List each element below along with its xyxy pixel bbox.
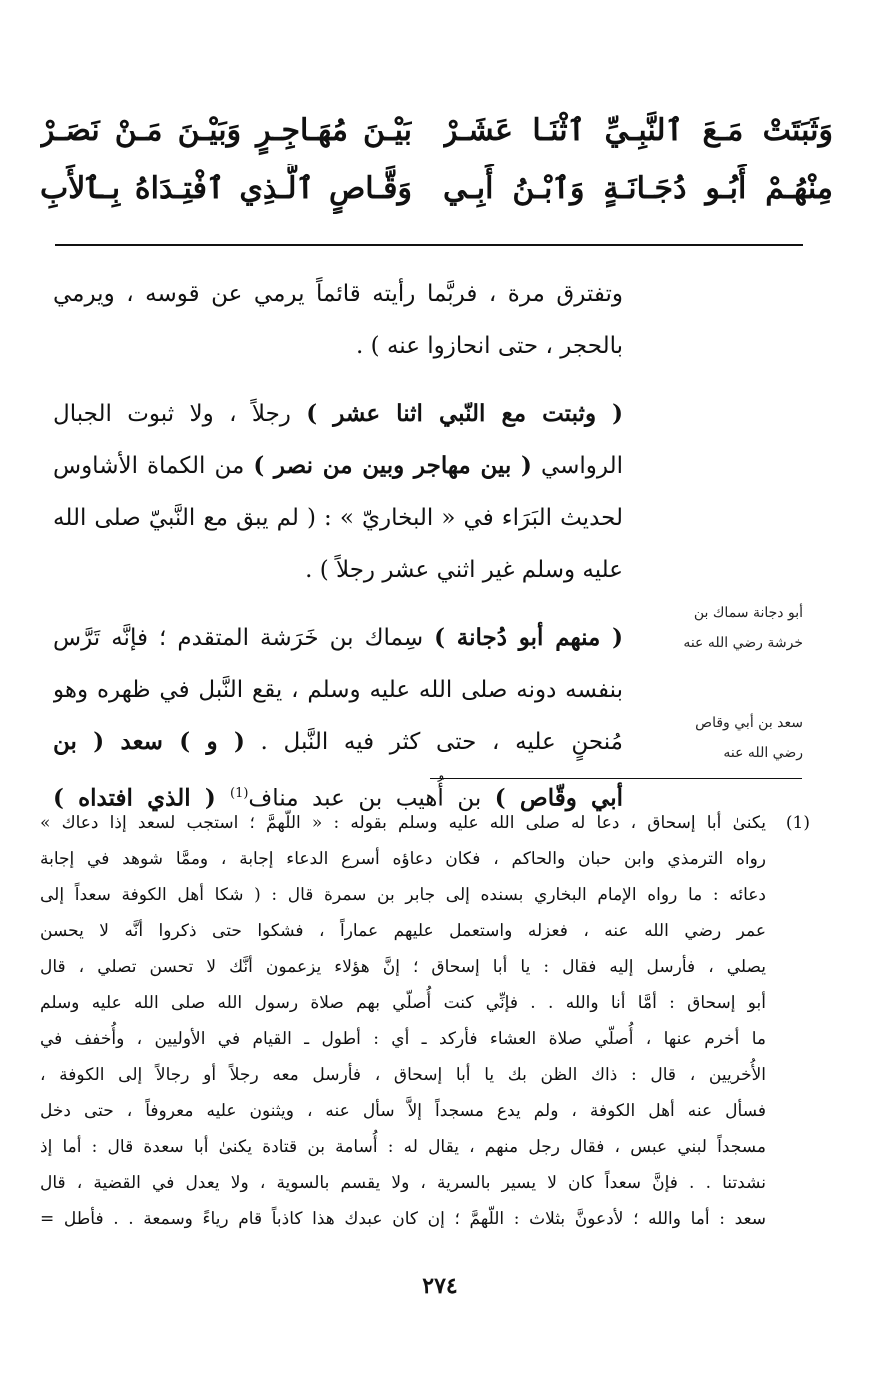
footnote-line: أبو إسحاق : أمَّا أنا والله . . فإنِّي كنت أُصلّي بهم صلاة رسول الله صلى الله عليه وسلم [40,993,766,1013]
commentary-line [53,612,623,664]
footnote-line: رواه الترمذي وابن حبان والحاكم ، فكان دعاؤه أسرع الدعاء إجابة ، وممَّا شوهد في إجابة [40,849,766,869]
commentary-text [53,268,623,820]
commentary-line: عليه وسلم غير اثني عشر رجلاً ) . [305,557,623,583]
page-number: ٢٧٤ [422,1273,458,1299]
commentary-text-run: من الكماة الأشاوس [53,453,254,479]
commentary-paragraph-2 [53,388,623,596]
footnote-line: يكنىٰ أبا إسحاق ، دعا له صلى الله عليه وسلم بقوله : « اللّهمَّ ؛ استجب لسعد إذا دعاك » [40,813,766,833]
commentary-paragraph-1 [53,268,623,372]
footnote-line: سعد : أما والله ؛ لأدعونَّ بثلاث : اللّهمَّ ؛ إن كان عبدك هذا كاذباً قام رياءً وسمعة . . فأطل = [40,1209,766,1229]
commentary-line [53,388,623,440]
footnote-line: الأُخريين ، قال : ذاك الظن بك يا أبا إسحاق ، فأرسل معه رجلاً أو رجالاً إلى الكوفة ، [40,1065,766,1085]
commentary-text-run: بن أُهيب بن عبد مناف [248,785,495,812]
footnote-line: عمر رضي الله عنه ، فعزله واستعمل عليهم عماراً ، فشكوا حتى ذكروا أنَّه لا يحسن [40,921,766,941]
verse-2 [40,164,833,220]
verse-1 [40,106,833,162]
commentary-paragraph-3 [53,612,623,820]
commentary-line [53,440,623,492]
footnote-line: نشدتنا . . فإنَّ سعداً كان لا يسير بالسرية ، ولا يقسم بالسوية ، ولا يعدل في القضية ، قال [40,1173,766,1193]
footnote-line: ما أخرم عنها ، أُصلّي صلاة العشاء فأركد ـ أي : أطول ـ القيام في الأوليين ، وأُخفف في [40,1029,766,1049]
footnote [40,805,810,1237]
margin-note-abu-dujana [643,598,803,658]
commentary-line: بالحجر ، حتى انحازوا عنه ) . [356,333,623,359]
margin-note-line: أبو دجانة سماك بن [693,605,803,621]
footnote-line: يصلي ، فأرسل إليه فقال : يا أبا إسحاق ؛ إنَّ هؤلاء يزعمون أنَّك لا تحسن تصلي ، قال [40,957,766,977]
quoted-verse-phrase: ( الذي افتداه ) [53,784,230,812]
quoted-verse-phrase: ( وثبتت مع النّبي اثنا عشر ) [306,400,623,427]
commentary-text-run: الرواسي [531,453,623,479]
quoted-verse-phrase: أبي وقّاص ) [494,784,623,812]
commentary-line: وتفترق مرة ، فربَّما رأيته قائماً يرمي عن قوسه ، ويرمي [53,281,623,307]
commentary-line: لحديث البَرَاء في « البخاريّ » : ( لم يبق مع النَّبيّ صلى الله [53,505,623,531]
commentary-line [53,716,623,768]
poem-divider [55,244,803,246]
footnote-reference[interactable]: (1) [229,786,249,801]
commentary-text-run: سِماك بن خَرَشة المتقدم ؛ فإنَّه تَرَّس [53,625,435,651]
footnote-line: مسجداً لبني عبس ، فقال رجل منهم ، يقال له : أُسامة بن قتادة يكنىٰ أبا سعدة قال : أما إذ [40,1137,766,1157]
footnote-number: (1) [785,813,810,833]
quoted-verse-phrase: ( و ) سعد ( بن [53,728,245,755]
commentary-line: بنفسه دونه صلى الله عليه وسلم ، يقع النَّبل في ظهره وهو [53,677,623,703]
verse-1-second-hemistich: بَيْـنَ مُهَـاجِـرٍ وَبَيْـنَ مَـنْ نَصَـرْ [40,113,412,148]
quoted-verse-phrase: ( بين مهاجر وبين من نصر ) [253,452,532,479]
margin-note-line: رضي الله عنه [723,745,803,761]
margin-note-line: خرشة رضي الله عنه [683,635,803,651]
margin-note-line: سعد بن أبي وقاص [695,715,803,731]
footnote-divider [430,778,802,779]
commentary-text-run: رجلاً ، ولا ثبوت الجبال [53,401,307,427]
footnote-body [40,805,766,1237]
poem-verses [40,98,833,228]
footnote-line: فسأل عنه أهل الكوفة ، ولم يدع مسجداً إلاَّ سأل عنه ، ويثنون عليه معروفاً ، حتى دخل [40,1101,766,1121]
margin-note-saad [643,708,803,768]
quoted-verse-phrase: ( منهم أبو دُجانة ) [434,624,623,651]
verse-1-first-hemistich: وَثَبَتَتْ مَـعَ ٱلنَّبِـيِّ ٱثْنَـا عَشَـرْ [443,113,833,148]
verse-2-first-hemistich: مِنْهُـمْ أَبُـو دُجَـانَـةٍ وَٱبْـنُ أَبِـي [443,171,833,206]
footnote-line: دعائه : ما رواه الإمام البخاري بسنده إلى جابر بن سمرة قال : ( شكا أهل الكوفة سعداً إلى [40,885,766,905]
verse-2-second-hemistich: وَقَّـاصٍ ٱلَّـذِي ٱفْتِـدَاهُ بِـٱلأَبِ [40,171,412,206]
commentary-text-run: مُنحنٍ عليه ، حتى كثر فيه النَّبل . [244,729,623,755]
